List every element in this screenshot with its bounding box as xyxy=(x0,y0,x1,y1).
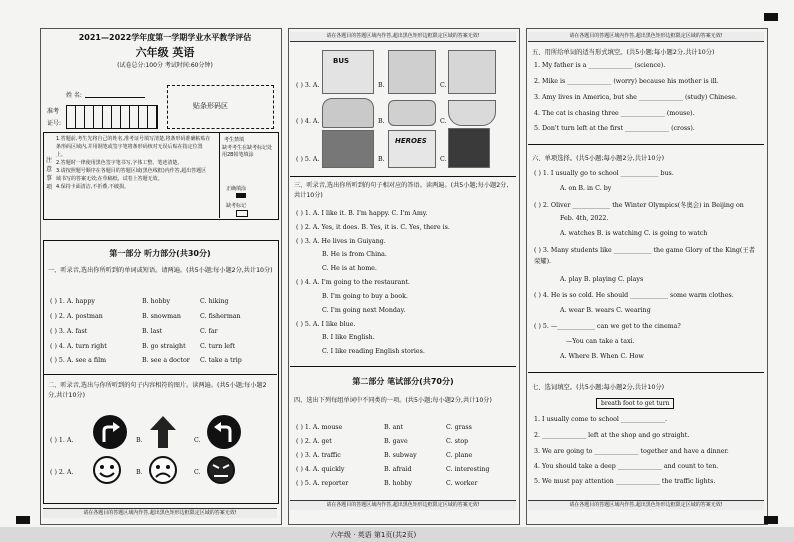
notice-item: 2.答题时一律使用黑色签字笔书写,字体工整、笔迹清楚。 xyxy=(56,160,183,166)
pic-label: C. xyxy=(440,82,447,89)
absent-label: 缺考标记 xyxy=(226,203,247,209)
sec5-item: 1. My father is a ______________ (science). xyxy=(534,62,666,69)
exam-no-label: 证号: xyxy=(47,120,62,127)
building-picture xyxy=(448,50,496,94)
sec2-title: 二、听录音,选出与你所听到的句子内容相符的图片。读两遍。(共5小题;每小题2分,共计10分) xyxy=(48,382,267,399)
sec1-item-b: B. snowman xyxy=(142,313,181,320)
sec7-word-box: breath foot to get turn xyxy=(596,398,674,409)
sec1-item-c: C. hiking xyxy=(200,298,229,305)
turn-left-sign-icon xyxy=(206,414,242,450)
bus-stop-picture xyxy=(322,50,374,94)
sec7-item: 5. We must pay attention ______________ the traffic lights. xyxy=(534,478,716,485)
sec6-divider xyxy=(528,144,764,145)
go-straight-arrow-icon xyxy=(148,414,178,450)
boundary-note-right-bottom: 请在各题目的答题区域内作答,超出黑色矩形边框限定区域的答案无效! xyxy=(528,500,764,510)
boundary-note-left: 请在各题目的答题区域内作答,超出黑色矩形边框限定区域的答案无效! xyxy=(43,508,277,518)
sec1-item-b: B. see a doctor xyxy=(142,357,190,364)
sec4-item-c: C. grass xyxy=(446,424,472,431)
sec4-item-b: B. ant xyxy=(384,424,403,431)
sec5-title: 五、用所给单词的适当形式填空。(共5小题;每小题2分,共计10分) xyxy=(532,49,715,56)
sec7-item: 4. You should take a deep ______________ and count to ten. xyxy=(534,463,719,470)
pic-label: B. xyxy=(378,82,385,89)
pic-caption: HEROES xyxy=(395,137,427,145)
sec3-line: ( ) 2. A. Yes, it does. B. Yes, it is. C. Yes, there is. xyxy=(296,224,450,231)
name-label: 姓 名: xyxy=(66,92,82,99)
part1-heading: 第一部分 听力部分(共30分) xyxy=(109,249,211,258)
sec3-line: ( ) 5. A. I like blue. xyxy=(296,321,356,328)
sec2-box-divider xyxy=(43,374,277,375)
sec4-item-b: B. afraid xyxy=(384,466,412,473)
pic-caption: BUS xyxy=(333,57,350,65)
sec4-item-b: B. hobby xyxy=(384,480,413,487)
sad-face-icon xyxy=(148,455,178,485)
notice-item: 1.答题前,考生先将自己的姓名,准考证号填写清楚,将条形码准确粘贴在条形码区域内,并用钢笔或签字笔将条形码核对无误后贴在指定位置上。 xyxy=(56,136,211,158)
score-time: (试卷总分:100分 考试时间:60分钟) xyxy=(117,62,213,69)
sec6-line: A. wear B. wears C. wearing xyxy=(560,307,651,314)
sec3-line: ( ) 1. A. I like it. B. I'm happy. C. I'm Amy. xyxy=(296,210,428,217)
sec6-line: —You can take a taxi. xyxy=(566,338,635,345)
pic-label: ( ) 4. A. xyxy=(296,118,320,125)
notice-text xyxy=(56,135,211,191)
sec6-line: ( ) 5. —____________ can we get to the cinema? xyxy=(534,323,681,330)
sec6-line: ( ) 4. He is so cold. He should ____________ some warm clothes. xyxy=(534,292,734,299)
exam-room-label: 准考 xyxy=(47,108,60,115)
pic-label: B. xyxy=(378,118,385,125)
exam-title: 2021—2022学年度第一学期学业水平教学评估 xyxy=(78,33,252,42)
pic-label: C. xyxy=(440,118,447,125)
sec4-item-num: ( ) 3. A. traffic xyxy=(296,452,341,459)
sec6-line: A. Where B. When C. How xyxy=(560,353,644,360)
sec1-item-c: C. far xyxy=(200,328,218,335)
shop-picture xyxy=(388,50,436,94)
sec7-item: 2. ______________ left at the shop and go straight. xyxy=(534,432,690,439)
sec2-label: C. xyxy=(194,469,201,476)
sec3-line: C. He is at home. xyxy=(322,265,377,272)
part2-divider xyxy=(290,366,516,367)
sec1-item-num: ( ) 5. A. see a film xyxy=(50,357,107,364)
sec1-item-c: C. fisherman xyxy=(200,313,241,320)
sec7-divider xyxy=(528,372,764,373)
registration-mark xyxy=(16,516,30,524)
sample-mark xyxy=(236,193,246,198)
sec6-line: A. on B. in C. by xyxy=(560,185,612,192)
sec5-item: 3. Amy lives in America, but she ______________ (study) Chinese. xyxy=(534,94,737,101)
turn-right-sign-icon xyxy=(92,414,128,450)
sec2-label: B. xyxy=(136,437,143,444)
sec6-line: Feb. 4th, 2022. xyxy=(560,215,609,222)
sec4-item-num: ( ) 5. A. reporter xyxy=(296,480,349,487)
happy-face-icon xyxy=(92,455,122,485)
boundary-note-right-top: 请在各题目的答题区域内作答,超出黑色矩形边框限定区域的答案无效! xyxy=(528,32,764,42)
sec4-title: 四、选出下列每组单词中不同类的一项。(共5小题;每小题2分,共计10分) xyxy=(294,397,492,404)
proctor-text: 缺考考生在缺考标记处用2B铅笔填涂 xyxy=(222,145,273,158)
bus-picture xyxy=(388,100,436,126)
sec4-item-c: C. worker xyxy=(446,480,478,487)
name-line xyxy=(85,97,145,98)
sec2-label: ( ) 2. A. xyxy=(50,469,74,476)
grade-subject: 六年级 英语 xyxy=(135,46,195,59)
sec5-item: 5. Don't turn left at the first ______________ (cross). xyxy=(534,125,695,132)
sec3-line: C. I like reading English stories. xyxy=(322,348,425,355)
sec2-label: B. xyxy=(136,469,143,476)
sec6-line: ( ) 2. Oliver ____________ the Winter Olympics(冬奥会) in Beijing on xyxy=(534,202,744,209)
sec1-item-num: ( ) 4. A. turn right xyxy=(50,343,107,350)
sec1-item-c: C. take a trip xyxy=(200,357,242,364)
sec3-line: ( ) 3. A. He lives in Guiyang. xyxy=(296,238,386,245)
sec1-item-b: B. last xyxy=(142,328,163,335)
angry-face-icon xyxy=(206,455,236,485)
sec3-title: 三、听录音,选出你所听到的句子相对应的答语。读两遍。(共5小题;每小题2分,共计10分) xyxy=(294,182,509,199)
sec4-item-c: C. stop xyxy=(446,438,469,445)
sec5-item: 4. The cat is chasing three ______________ (mouse). xyxy=(534,110,695,117)
sec3-line: B. I'm going to buy a book. xyxy=(322,293,408,300)
sec3-line: C. I'm going next Monday. xyxy=(322,307,406,314)
registration-mark xyxy=(764,516,778,524)
sec3-line: B. I like English. xyxy=(322,334,375,341)
sec7-title: 七、选词填空。(共5小题;每小题2分,共计10分) xyxy=(532,384,665,391)
page-footer: 六年级 · 英语 第1页(共2页) xyxy=(330,531,417,539)
sec2-label: ( ) 1. A. xyxy=(50,437,74,444)
heroes-picture xyxy=(388,130,436,168)
pic-label: ( ) 3. A. xyxy=(296,82,320,89)
book-picture xyxy=(448,128,490,168)
sec4-item-c: C. interesting xyxy=(446,466,490,473)
sec3-line: B. He is from China. xyxy=(322,251,387,258)
sec5-item: 2. Mike is ______________ (worry) because his mother is ill. xyxy=(534,78,719,85)
sec6-line: A. watches B. is watching C. is going to watch xyxy=(560,230,708,237)
film-poster-picture xyxy=(322,130,374,168)
sec7-item: 1. I usually come to school ______________. xyxy=(534,416,668,423)
sec3-divider xyxy=(290,176,516,177)
notice-item: 4.保持卡面清洁,不折叠,不破损。 xyxy=(56,184,129,190)
sec1-title: 一、听录音,选出你所听到的单词或短语。请两遍。(共5小题;每小题2分,共计10分) xyxy=(48,267,273,274)
sample-label: 正确填涂 xyxy=(226,186,247,192)
sec1-item-c: C. turn left xyxy=(200,343,235,350)
train-picture xyxy=(322,98,374,128)
proctor-label: 考生禁填 xyxy=(224,137,245,143)
sec1-item-num: ( ) 1. A. happy xyxy=(50,298,95,305)
notice-item: 3.请按照题号顺序在各题目的答题区域(黑色线框)内作答,超出答题区域书写的答案无效;在草稿纸、试卷上答题无效。 xyxy=(56,168,207,182)
sec6-line: ( ) 3. Many students like ____________ the game Glory of the King(王者荣耀). xyxy=(534,247,755,265)
sec4-item-c: C. plane xyxy=(446,452,473,459)
sec4-item-num: ( ) 2. A. get xyxy=(296,438,332,445)
ship-picture xyxy=(448,100,496,126)
sec1-item-b: B. hobby xyxy=(142,298,171,305)
sec1-item-num: ( ) 3. A. fast xyxy=(50,328,88,335)
sec4-item-b: B. subway xyxy=(384,452,417,459)
sec1-item-num: ( ) 2. A. postman xyxy=(50,313,103,320)
sec6-title: 六、单项选择。(共5小题;每小题2分,共计10分) xyxy=(532,155,665,162)
sec1-item-b: B. go straight xyxy=(142,343,186,350)
notice-title: 注意事项 xyxy=(45,157,52,191)
pic-label: C. xyxy=(440,156,447,163)
exam-no-boxes xyxy=(66,105,158,129)
sec6-line: ( ) 1. I usually go to school ____________ bus. xyxy=(534,170,674,177)
boundary-note-middle-bottom: 请在各题目的答题区域内作答,超出黑色矩形边框限定区域的答案无效! xyxy=(290,500,516,510)
boundary-note-middle-top: 请在各题目的答题区域内作答,超出黑色矩形边框限定区域的答案无效! xyxy=(290,32,516,42)
sec3-line: ( ) 4. A. I'm going to the restaurant. xyxy=(296,279,410,286)
absent-mark[interactable] xyxy=(236,210,248,217)
pic-label: B. xyxy=(378,156,385,163)
sec4-item-num: ( ) 4. A. quickly xyxy=(296,466,345,473)
part2-heading: 第二部分 笔试部分(共70分) xyxy=(352,377,454,386)
sec2-label: C. xyxy=(194,437,201,444)
pic-label: ( ) 5. A. xyxy=(296,156,320,163)
registration-mark xyxy=(764,13,778,21)
sec7-item: 3. We are going to ______________ together and have a dinner. xyxy=(534,448,729,455)
sec4-item-b: B. gave xyxy=(384,438,408,445)
sec6-line: A. play B. playing C. plays xyxy=(560,276,644,283)
barcode-label: 贴条形码区 xyxy=(193,102,228,110)
sec4-item-num: ( ) 1. A. mouse xyxy=(296,424,343,431)
